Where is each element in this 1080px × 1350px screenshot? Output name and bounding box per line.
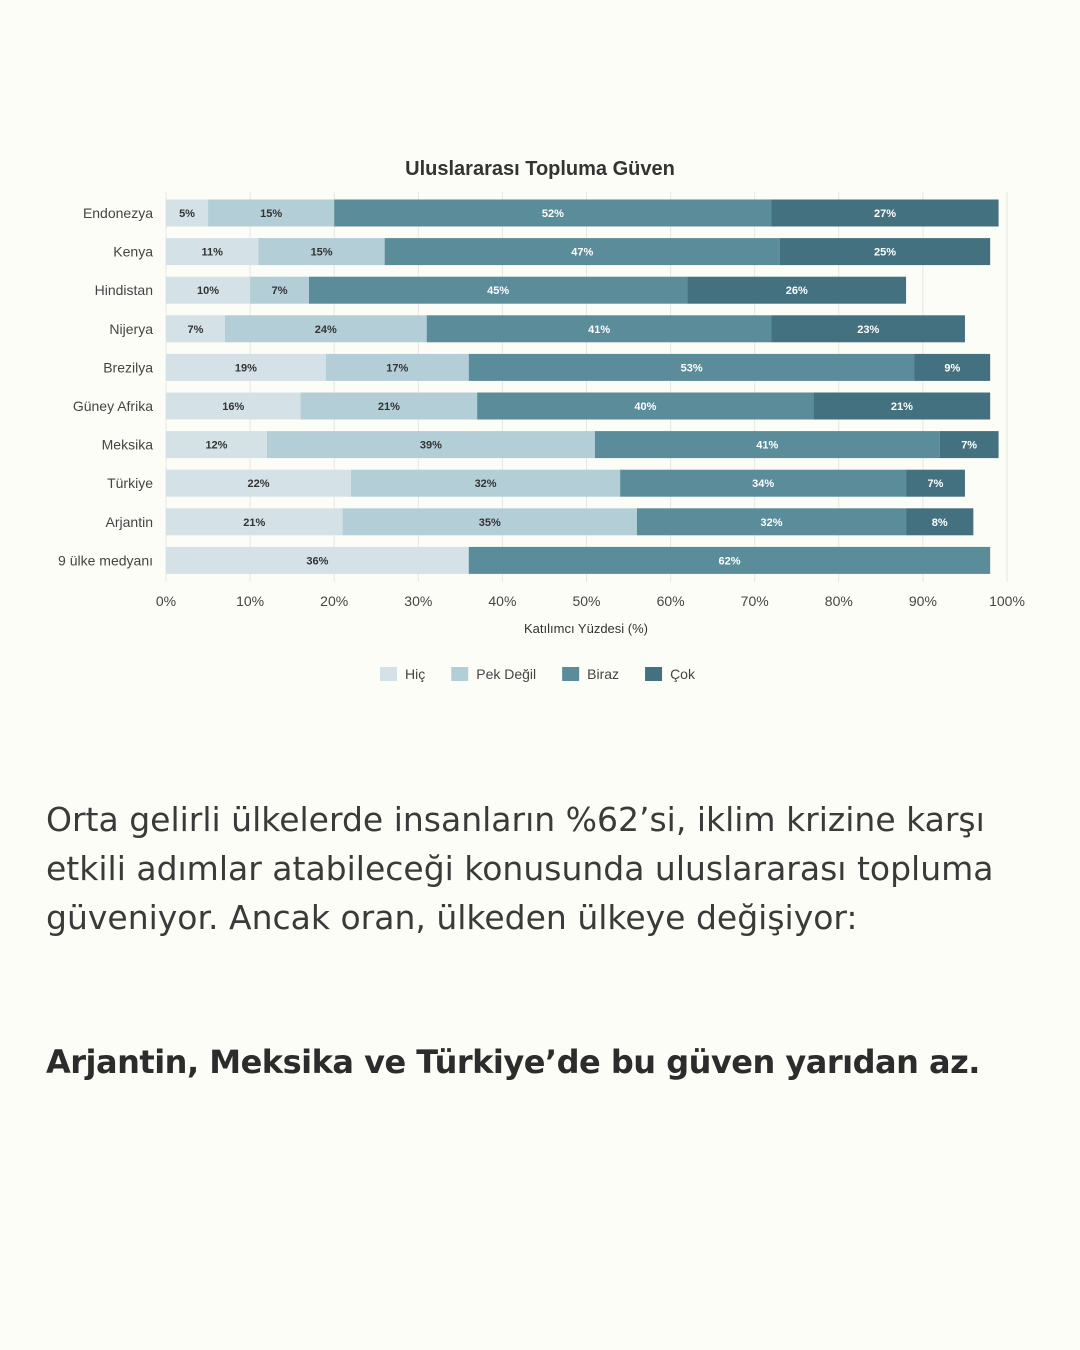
- category-label: Endonezya: [82, 205, 153, 221]
- data-label: 11%: [201, 246, 223, 259]
- data-label: 23%: [857, 323, 880, 336]
- data-label: 47%: [571, 246, 594, 259]
- legend-swatch: [645, 667, 662, 681]
- data-label: 52%: [541, 208, 564, 220]
- legend-label: Pek Değil: [476, 666, 537, 682]
- data-label: 7%: [187, 323, 204, 336]
- data-label: 39%: [419, 439, 442, 452]
- legend-label: Çok: [670, 666, 695, 682]
- data-label: 21%: [890, 401, 913, 413]
- category-label: Türkiye: [107, 475, 153, 492]
- x-axis-ticks: [156, 593, 1025, 609]
- legend-swatch: [562, 667, 579, 681]
- data-label: 7%: [961, 439, 978, 452]
- category-label: Nijerya: [109, 320, 153, 337]
- category-label: Brezilya: [103, 359, 153, 376]
- x-tick-label: 50%: [572, 593, 601, 609]
- data-label: 25%: [874, 246, 897, 259]
- body-paragraph: Orta gelirli ülkelerde insanların %62’si, iklim krizine karşı etkili adımlar atabileceği konusunda uluslararası topluma güveniyor. Ancak oran, ülkeden ülkeye değişiyor:: [46, 800, 994, 937]
- data-label: 16%: [222, 401, 245, 413]
- data-label: 7%: [927, 478, 944, 491]
- data-label: 7%: [271, 285, 288, 298]
- data-label: 36%: [306, 555, 329, 568]
- x-tick-label: 20%: [320, 593, 349, 609]
- data-label: 41%: [588, 323, 611, 336]
- data-label: 21%: [243, 516, 266, 529]
- x-axis-title: Katılımcı Yüzdesi (%): [523, 621, 649, 636]
- x-tick-label: 100%: [989, 593, 1025, 609]
- data-label: 5%: [179, 208, 195, 220]
- bars: [166, 200, 999, 574]
- category-label: Arjantin: [105, 513, 153, 530]
- data-label: 32%: [474, 478, 497, 491]
- category-label: Güney Afrika: [72, 398, 153, 414]
- data-label: 35%: [478, 516, 501, 529]
- data-label: 21%: [377, 401, 400, 413]
- data-label: 32%: [760, 516, 783, 529]
- category-label: Kenya: [113, 243, 153, 260]
- highlight-statement: Arjantin, Meksika ve Türkiye’de bu güven yarıdan az.: [46, 1043, 980, 1081]
- data-label: 24%: [314, 323, 337, 336]
- x-tick-label: 70%: [740, 593, 769, 609]
- x-tick-label: 10%: [236, 593, 265, 609]
- x-tick-label: 80%: [824, 593, 853, 609]
- chart-title: Uluslararası Topluma Güven: [405, 158, 675, 180]
- category-label: Meksika: [101, 436, 153, 453]
- data-label: 40%: [634, 401, 657, 413]
- data-label: 17%: [386, 362, 409, 375]
- legend: [380, 666, 696, 682]
- data-label: 34%: [752, 478, 775, 491]
- data-label: 41%: [756, 439, 779, 452]
- data-label: 26%: [785, 285, 808, 298]
- data-label: 15%: [260, 208, 283, 220]
- category-label: Hindistan: [94, 282, 153, 299]
- data-label: 19%: [234, 362, 257, 375]
- x-tick-label: 30%: [404, 593, 433, 609]
- data-label: 10%: [197, 285, 220, 298]
- legend-label: Hiç: [405, 666, 426, 682]
- x-tick-label: 40%: [488, 593, 517, 609]
- legend-swatch: [451, 667, 468, 681]
- legend-label: Biraz: [587, 666, 620, 682]
- legend-swatch: [380, 667, 397, 681]
- data-label: 22%: [247, 478, 270, 491]
- data-label: 9%: [944, 362, 961, 375]
- category-label: 9 ülke medyanı: [58, 552, 153, 569]
- x-tick-label: 90%: [908, 593, 937, 609]
- data-label: 27%: [874, 208, 897, 220]
- data-label: 62%: [718, 555, 741, 568]
- data-label: 15%: [310, 246, 333, 259]
- data-label: 12%: [205, 439, 228, 452]
- category-labels: [58, 205, 153, 568]
- data-label: 45%: [487, 285, 510, 298]
- x-tick-label: 0%: [155, 593, 177, 609]
- x-tick-label: 60%: [656, 593, 685, 609]
- data-label: 53%: [680, 362, 703, 375]
- data-label: 8%: [931, 516, 948, 529]
